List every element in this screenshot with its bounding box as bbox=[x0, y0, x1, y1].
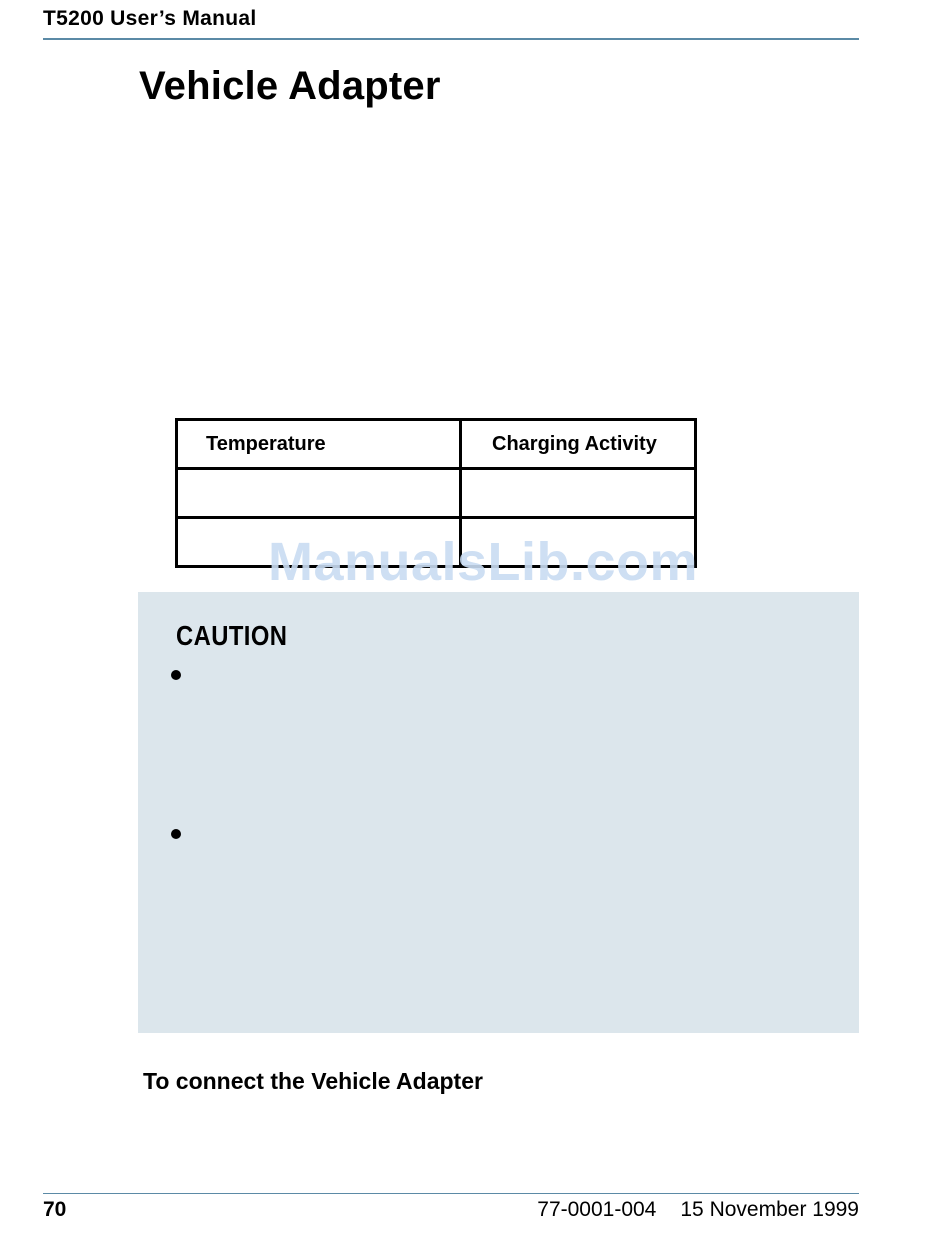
footer-doc-info bbox=[537, 1198, 859, 1222]
table-cell bbox=[461, 469, 696, 518]
doc-number: 77-0001-004 bbox=[537, 1198, 657, 1221]
doc-date: 15 November 1999 bbox=[680, 1198, 859, 1221]
table-row bbox=[177, 469, 696, 518]
footer-rule bbox=[43, 1193, 859, 1194]
table-cell bbox=[461, 518, 696, 567]
temperature-column-header: Temperature bbox=[177, 420, 461, 469]
header-rule bbox=[43, 38, 859, 40]
running-header: T5200 User’s Manual bbox=[43, 7, 257, 30]
table-header-row bbox=[177, 420, 696, 469]
table-cell bbox=[177, 518, 461, 567]
table-row bbox=[177, 518, 696, 567]
charging-table bbox=[175, 418, 697, 568]
table-cell bbox=[177, 469, 461, 518]
bullet-icon bbox=[171, 670, 181, 680]
bullet-icon bbox=[171, 829, 181, 839]
page-title: Vehicle Adapter bbox=[139, 64, 441, 108]
procedure-heading: To connect the Vehicle Adapter bbox=[143, 1068, 483, 1094]
charging-activity-column-header: Charging Activity bbox=[461, 420, 696, 469]
caution-box bbox=[138, 592, 859, 1033]
watermark: ManualsLib.com bbox=[268, 532, 699, 592]
caution-heading: CAUTION bbox=[176, 620, 288, 651]
page-number: 70 bbox=[43, 1198, 67, 1221]
